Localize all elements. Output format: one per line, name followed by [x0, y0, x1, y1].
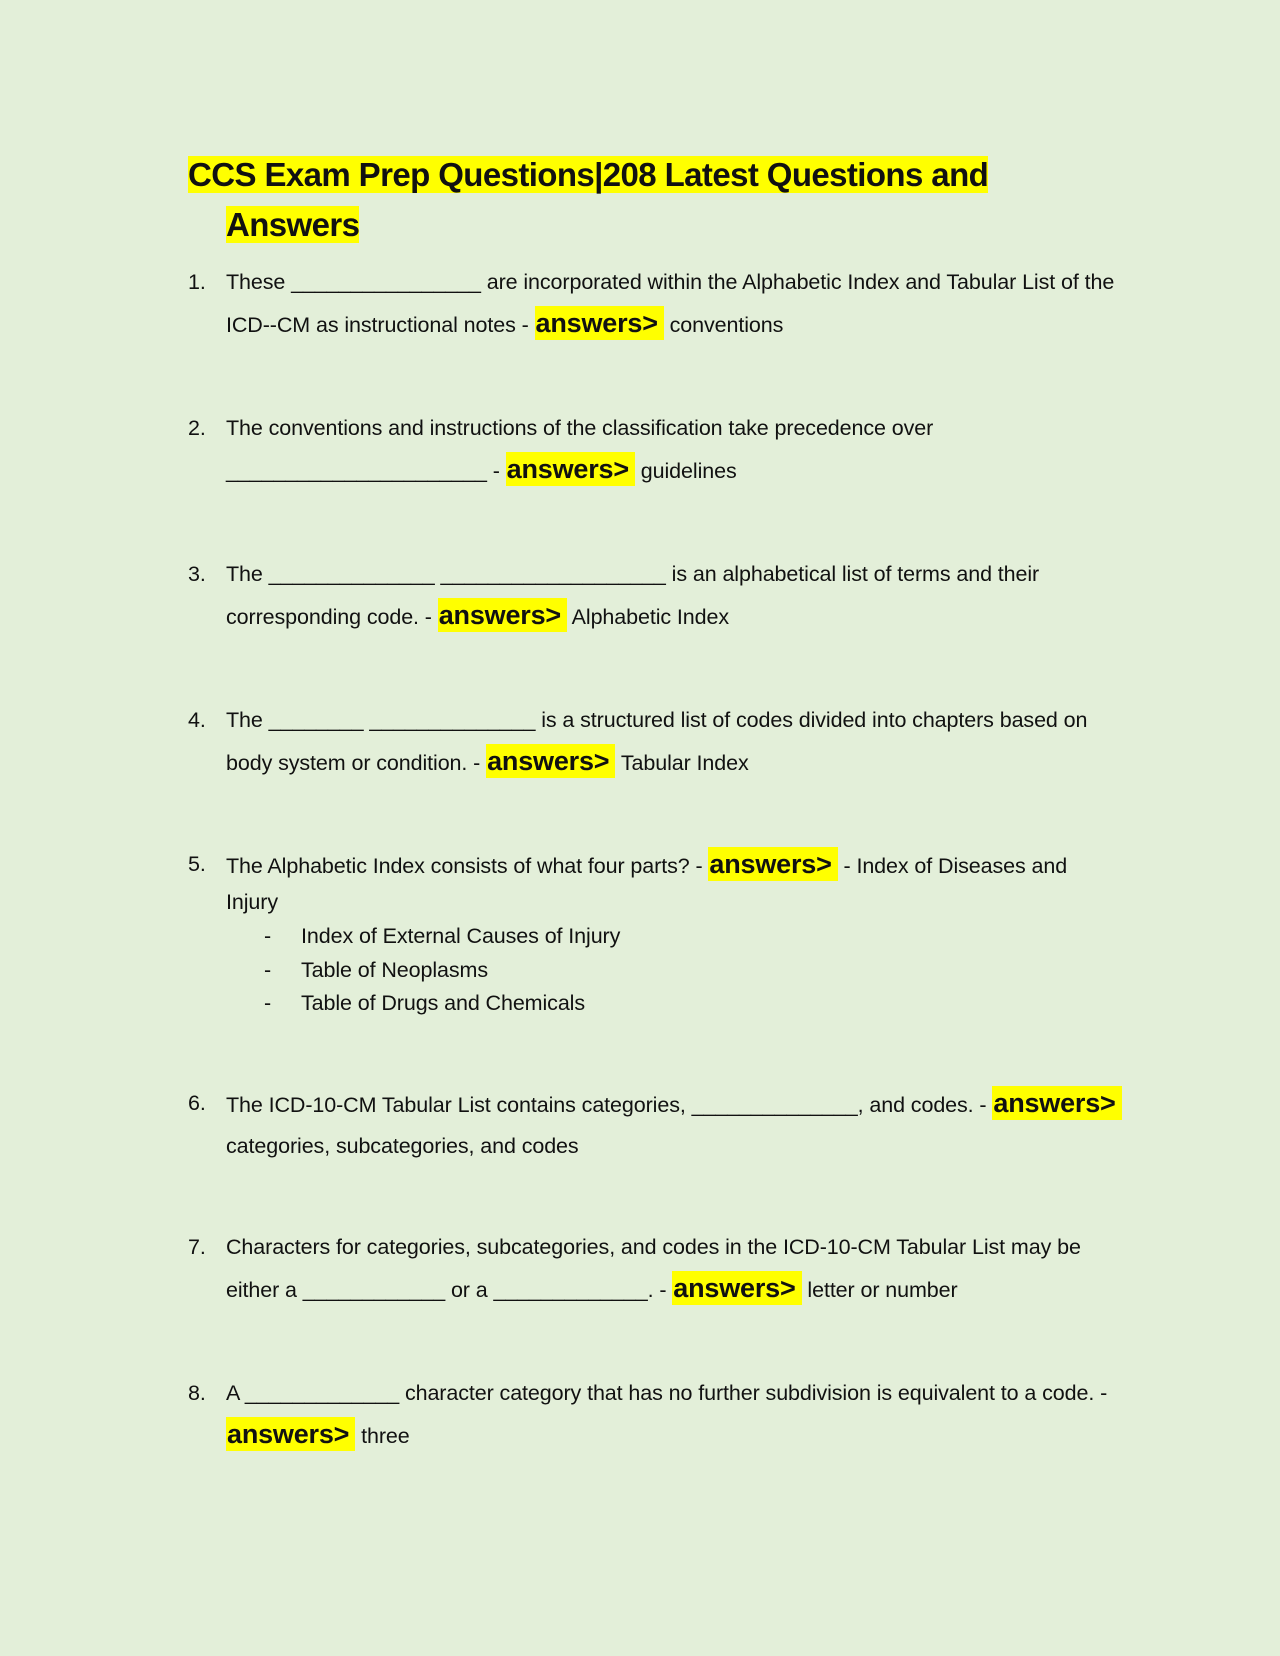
- sublist-item: [226, 987, 1123, 1021]
- dash-bullet: -: [264, 957, 272, 982]
- answer-label: answers>: [672, 1271, 801, 1305]
- question-item-8: [188, 1373, 1123, 1457]
- question-prompt: The ICD-10-CM Tabular List contains categories, ______________, and codes. -: [226, 1092, 987, 1117]
- answer-text: letter or number: [807, 1277, 958, 1302]
- dash-bullet: -: [264, 924, 272, 948]
- sublist-item-text: Table of Neoplasms: [301, 957, 489, 982]
- question-item-3: [188, 554, 1123, 638]
- question-number: 4.: [188, 708, 206, 732]
- document-title: [188, 150, 1123, 250]
- question-item-5: [188, 846, 1123, 1021]
- answer-label: answers>: [506, 452, 635, 486]
- question-item-7: [188, 1227, 1123, 1311]
- question-number: 6.: [188, 1090, 206, 1115]
- question-prompt: Characters for categories, subcategories, and codes in the ICD-10-CM Tabular List may be either a ____________ or a _____________. -: [226, 1234, 1081, 1302]
- answer-text: Alphabetic Index: [571, 605, 730, 629]
- question-number: 2.: [188, 416, 206, 440]
- sublist-item-text: Index of External Causes of Injury: [301, 924, 621, 948]
- question-number: 1.: [188, 270, 206, 294]
- question-prompt: A _____________ character category that has no further subdivision is equivalent to a code. -: [226, 1380, 1108, 1405]
- answer-sublist: [226, 920, 1123, 1021]
- question-number: 5.: [188, 852, 206, 876]
- dash-bullet: -: [264, 991, 272, 1015]
- question-prompt: The Alphabetic Index consists of what four parts? -: [226, 854, 703, 878]
- answer-text: conventions: [669, 313, 784, 337]
- answer-text: Tabular Index: [620, 751, 749, 775]
- question-list: [188, 262, 1123, 1457]
- question-prompt: The ______________ ___________________ is an alphabetical list of terms and their corresponding code. -: [226, 562, 1040, 629]
- question-prompt: The ________ ______________ is a structured list of codes divided into chapters based on body system or condition. -: [226, 708, 1088, 775]
- question-number: 7.: [188, 1234, 206, 1259]
- question-item-2: [188, 408, 1123, 492]
- question-prompt: The conventions and instructions of the classification take precedence over ______________________ -: [226, 416, 934, 483]
- question-item-4: [188, 700, 1123, 784]
- answer-text: - Index of Diseases and Injury: [226, 854, 1068, 914]
- answer-label: answers>: [535, 306, 664, 340]
- answer-label: answers>: [438, 598, 567, 632]
- title-line-2: Answers: [226, 206, 360, 243]
- sublist-item: [226, 920, 1123, 954]
- answer-label: answers>: [992, 1086, 1121, 1120]
- question-item-6: [188, 1083, 1123, 1167]
- question-number: 3.: [188, 562, 206, 586]
- answer-text: three: [361, 1423, 410, 1448]
- answer-text: guidelines: [640, 459, 737, 483]
- question-number: 8.: [188, 1380, 206, 1405]
- answer-label: answers>: [708, 847, 837, 881]
- question-item-1: [188, 262, 1123, 346]
- answer-text: categories, subcategories, and codes: [226, 1133, 579, 1158]
- answer-label: answers>: [486, 744, 615, 778]
- answer-label: answers>: [226, 1417, 355, 1451]
- sublist-item-text: Table of Drugs and Chemicals: [301, 991, 586, 1015]
- document-page: [188, 150, 1123, 1457]
- question-prompt: These ________________ are incorporated within the Alphabetic Index and Tabular List of the ICD--CM as instructional notes -: [226, 270, 1115, 337]
- title-line-1: CCS Exam Prep Questions|208 Latest Questions and: [188, 156, 989, 193]
- sublist-item: [226, 954, 1123, 988]
